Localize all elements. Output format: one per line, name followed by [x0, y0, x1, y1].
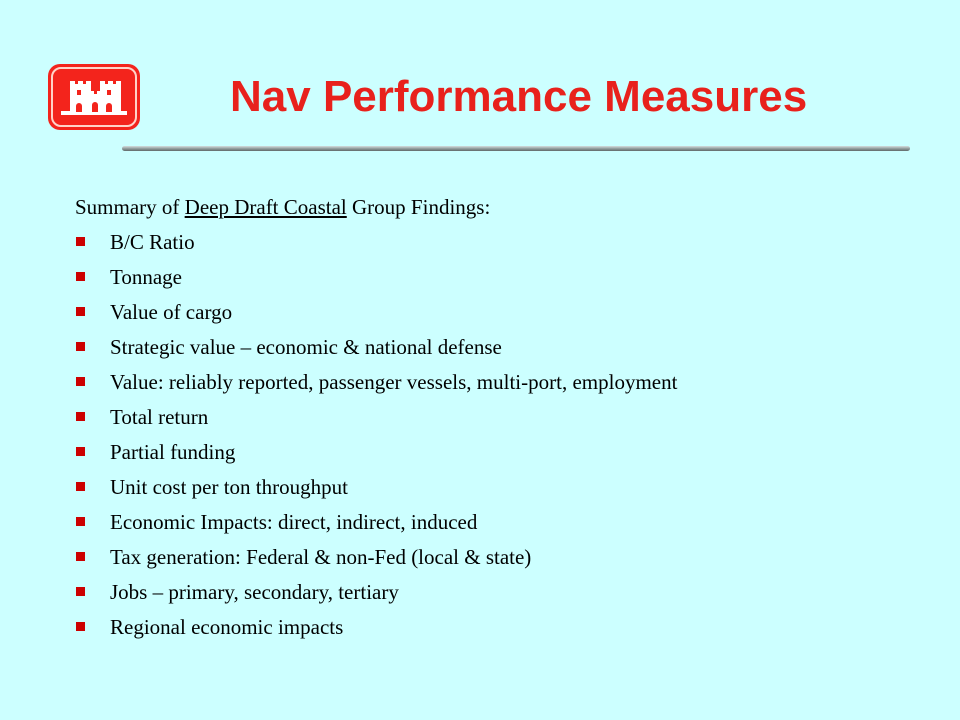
summary-heading [75, 193, 490, 221]
square-bullet-icon [76, 482, 85, 491]
square-bullet-icon [76, 237, 85, 246]
square-bullet-icon [76, 622, 85, 631]
list-item-text: Value: reliably reported, passenger vessels, multi-port, employment [110, 370, 678, 394]
square-bullet-icon [76, 587, 85, 596]
square-bullet-icon [76, 272, 85, 281]
list-item-text: Tonnage [110, 265, 183, 289]
list-item-text: Tax generation: Federal & non-Fed (local & state) [110, 545, 532, 569]
list-item-text: Jobs – primary, secondary, tertiary [110, 580, 399, 604]
square-bullet-icon [76, 377, 85, 386]
list-item-text: Partial funding [110, 440, 236, 464]
summary-group-name: Deep Draft Coastal [184, 195, 347, 219]
list-item-text: Value of cargo [110, 300, 233, 324]
square-bullet-icon [76, 517, 85, 526]
square-bullet-icon [76, 412, 85, 421]
square-bullet-icon [76, 342, 85, 351]
castle-icon [48, 64, 140, 130]
square-bullet-icon [76, 552, 85, 561]
title-divider [122, 146, 910, 151]
list-item-text: Total return [110, 405, 209, 429]
square-bullet-icon [76, 307, 85, 316]
list-item-text: B/C Ratio [110, 230, 195, 254]
list-item-text: Strategic value – economic & national defense [110, 335, 502, 359]
square-bullet-icon [76, 447, 85, 456]
list-item-text: Unit cost per ton throughput [110, 475, 348, 499]
summary-suffix: Group Findings: [346, 195, 491, 219]
summary-prefix: Summary of [75, 195, 185, 219]
list-item-text: Regional economic impacts [110, 615, 344, 639]
slide-title: Nav Performance Measures [230, 72, 808, 121]
list-item-text: Economic Impacts: direct, indirect, induced [110, 510, 478, 534]
